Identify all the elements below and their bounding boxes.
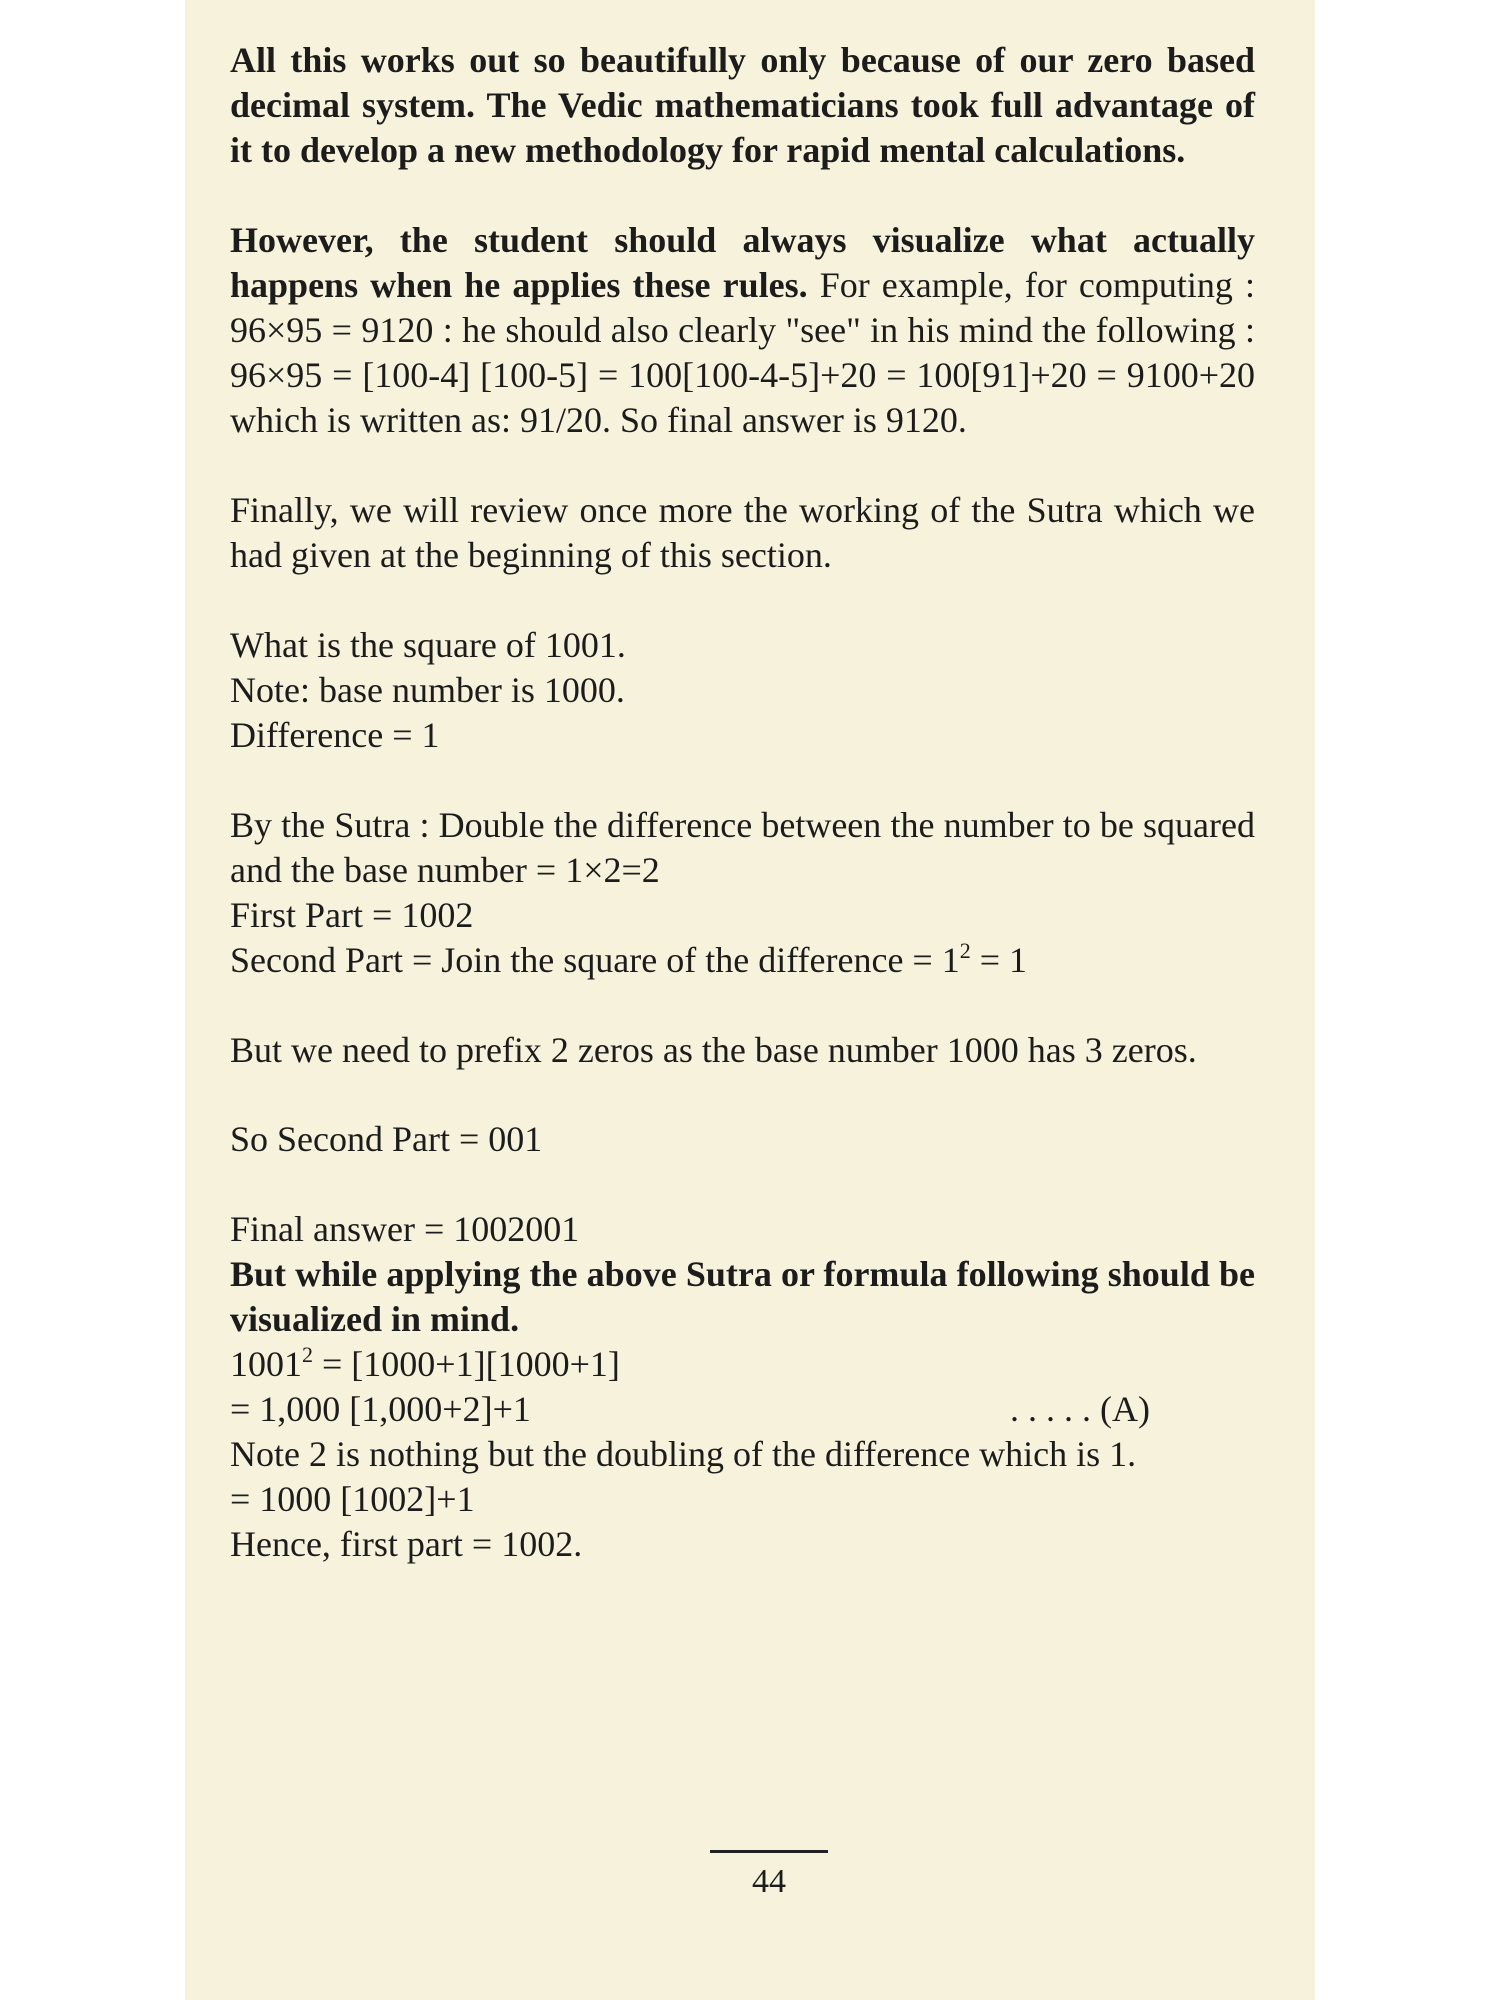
visualize-bold-text: However, the student should always visualize what actually happens when he applies these rules. [230, 220, 1255, 305]
difference-line: Difference = 1 [230, 715, 440, 755]
prefix-zeros-text: But we need to prefix 2 zeros as the base number 1000 has 3 zeros. [230, 1030, 1197, 1070]
paragraph-review: Finally, we will review once more the working of the Sutra which we had given at the beginning of this section. [230, 490, 1255, 575]
equation-1-base: 1001 [230, 1344, 302, 1384]
page-content [230, 38, 1255, 1567]
equation-2-label: . . . . . (A) [1010, 1389, 1150, 1429]
second-part-result: = 1 [970, 940, 1028, 980]
equation-2-row [230, 1387, 1255, 1432]
doubling-note: Note 2 is nothing but the doubling of the difference which is 1. [230, 1434, 1137, 1474]
conclusion-line: Hence, first part = 1002. [230, 1524, 583, 1564]
page-number: 44 [752, 1863, 786, 1900]
square-exponent: 2 [959, 938, 971, 963]
paragraph-visualize [230, 218, 1255, 443]
equation-1-rest: = [1000+1][1000+1] [313, 1344, 620, 1384]
footer-rule [710, 1850, 828, 1853]
second-part-line [230, 938, 1255, 983]
question-line: What is the square of 1001. [230, 625, 626, 665]
final-answer: Final answer = 1002001 [230, 1209, 580, 1249]
second-part-zeros: So Second Part = 001 [230, 1119, 543, 1159]
equation-2: = 1,000 [1,000+2]+1 [230, 1389, 531, 1429]
paragraph-decimal-system: All this works out so beautifully only because of our zero based decimal system. The Vedic mathematicians took full advantage of it to develop a new methodology for rapid mental calculations. [230, 40, 1255, 170]
second-part-text: Second Part = Join the square of the difference = 1 [230, 940, 960, 980]
equation-3: = 1000 [1002]+1 [230, 1479, 475, 1519]
visualize-note: But while applying the above Sutra or formula following should be visualized in mind. [230, 1254, 1255, 1339]
equation-1-exponent: 2 [302, 1342, 313, 1367]
equation-1 [230, 1342, 1255, 1387]
visualize-example-text: For example, for computing : 96×95 = 9120 : he should also clearly "see" in his mind the following : 96×95 = [100-4] [100-5] = 100[100-4-5]+20 = 100[91]+20 = 9100+20 which is written as: 91/20. So final answer is 9120. [230, 265, 1255, 440]
base-number-note: Note: base number is 1000. [230, 670, 625, 710]
first-part-line: First Part = 1002 [230, 895, 474, 935]
sutra-text: By the Sutra : Double the difference between the number to be squared and the base number = 1×2=2 [230, 805, 1255, 890]
